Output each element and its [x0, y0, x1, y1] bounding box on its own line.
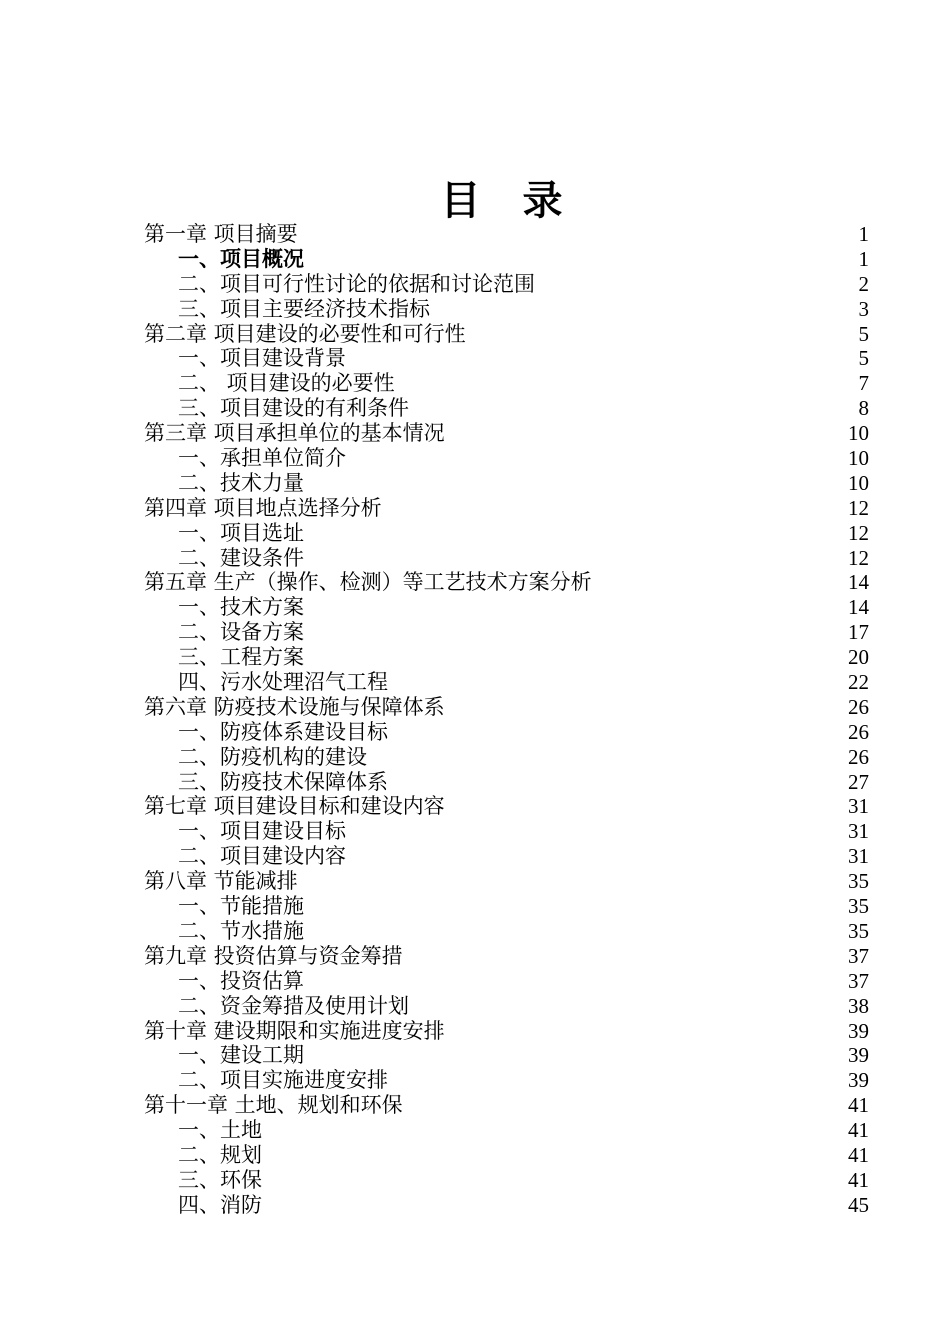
- toc-page-number: 3: [858, 296, 869, 321]
- toc-page-number: 41: [848, 1093, 869, 1118]
- toc-entry-text: 第二章 项目建设的必要性和可行性: [144, 321, 466, 346]
- toc-chapter-entry[interactable]: [144, 695, 869, 720]
- toc-page-number: 7: [858, 371, 869, 396]
- toc-page-number: 41: [848, 1118, 869, 1143]
- toc-chapter-entry[interactable]: [144, 794, 869, 819]
- toc-page-number: 5: [858, 346, 869, 371]
- toc-entry-text: 一、技术方案: [178, 595, 304, 620]
- toc-page-number: 12: [848, 495, 869, 520]
- toc-entry-text: 第十章 建设期限和实施进度安排: [144, 1018, 445, 1043]
- toc-page-number: 27: [848, 769, 869, 794]
- toc-page-number: 41: [848, 1167, 869, 1192]
- toc-section-entry[interactable]: [144, 645, 869, 670]
- toc-page-number: 22: [848, 670, 869, 695]
- toc-chapter-entry[interactable]: [144, 869, 869, 894]
- toc-entry-text: 第六章 防疫技术设施与保障体系: [144, 694, 445, 719]
- toc-entry-text: 一、土地: [178, 1118, 262, 1143]
- toc-entry-text: 二、防疫机构的建设: [178, 744, 367, 769]
- toc-entry-text: 一、防疫体系建设目标: [178, 719, 388, 744]
- toc-page-number: 35: [848, 894, 869, 919]
- toc-entry-text: 二、建设条件: [178, 545, 304, 570]
- table-of-contents: [144, 222, 869, 1218]
- toc-entry-text: 二、技术力量: [178, 470, 304, 495]
- toc-entry-text: 一、投资估算: [178, 968, 304, 993]
- toc-page-number: 35: [848, 918, 869, 943]
- toc-section-entry[interactable]: [144, 1068, 869, 1093]
- toc-page-number: 14: [848, 570, 869, 595]
- toc-page-number: 17: [848, 620, 869, 645]
- toc-page-number: 37: [848, 968, 869, 993]
- toc-page-number: 37: [848, 943, 869, 968]
- toc-section-entry[interactable]: [144, 745, 869, 770]
- toc-entry-text: 第七章 项目建设目标和建设内容: [144, 794, 445, 819]
- toc-section-entry[interactable]: [144, 371, 869, 396]
- toc-entry-text: 第四章 项目地点选择分析: [144, 495, 382, 520]
- toc-chapter-entry[interactable]: [144, 322, 869, 347]
- toc-section-entry[interactable]: [144, 247, 869, 272]
- toc-entry-text: 三、防疫技术保障体系: [178, 769, 388, 794]
- toc-page-number: 12: [848, 545, 869, 570]
- toc-page-number: 5: [858, 321, 869, 346]
- toc-section-entry[interactable]: [144, 670, 869, 695]
- toc-page-number: 2: [858, 271, 869, 296]
- toc-page-number: 39: [848, 1043, 869, 1068]
- toc-entry-text: 一、项目选址: [178, 520, 304, 545]
- toc-chapter-entry[interactable]: [144, 1093, 869, 1118]
- toc-entry-text: 二、节水措施: [178, 918, 304, 943]
- toc-section-entry[interactable]: [144, 1193, 869, 1218]
- toc-section-entry[interactable]: [144, 819, 869, 844]
- toc-page-number: 31: [848, 819, 869, 844]
- toc-entry-text: 二、项目实施进度安排: [178, 1068, 388, 1093]
- toc-section-entry[interactable]: [144, 969, 869, 994]
- toc-chapter-entry[interactable]: [144, 944, 869, 969]
- toc-entry-text: 二、设备方案: [178, 620, 304, 645]
- toc-page-number: 35: [848, 869, 869, 894]
- toc-page-number: 39: [848, 1068, 869, 1093]
- toc-page-number: 12: [848, 520, 869, 545]
- toc-section-entry[interactable]: [144, 595, 869, 620]
- toc-section-entry[interactable]: [144, 546, 869, 571]
- toc-entry-text: 一、项目概况: [178, 245, 304, 271]
- toc-section-entry[interactable]: [144, 297, 869, 322]
- toc-entry-text: 三、项目建设的有利条件: [178, 396, 409, 421]
- toc-page-number: 26: [848, 719, 869, 744]
- toc-chapter-entry[interactable]: [144, 222, 869, 247]
- toc-page-number: 8: [858, 396, 869, 421]
- toc-entry-text: 第一章 项目摘要: [144, 222, 298, 246]
- toc-entry-text: 一、节能措施: [178, 894, 304, 919]
- toc-chapter-entry[interactable]: [144, 570, 869, 595]
- toc-entry-text: 二、规划: [178, 1142, 262, 1167]
- toc-entry-text: 二、项目建设内容: [178, 844, 346, 869]
- toc-section-entry[interactable]: [144, 1043, 869, 1068]
- toc-chapter-entry[interactable]: [144, 1019, 869, 1044]
- toc-title: 目 录: [440, 177, 577, 224]
- toc-page-number: 31: [848, 794, 869, 819]
- toc-page-number: 39: [848, 1018, 869, 1043]
- toc-page-number: 38: [848, 993, 869, 1018]
- toc-section-entry[interactable]: [144, 620, 869, 645]
- toc-entry-text: 第九章 投资估算与资金筹措: [144, 943, 403, 968]
- toc-section-entry[interactable]: [144, 894, 869, 919]
- toc-section-entry[interactable]: [144, 770, 869, 795]
- toc-section-entry[interactable]: [144, 446, 869, 471]
- toc-section-entry[interactable]: [144, 272, 869, 297]
- toc-chapter-entry[interactable]: [144, 496, 869, 521]
- toc-entry-text: 三、工程方案: [178, 645, 304, 670]
- toc-entry-text: 二、 项目建设的必要性: [178, 371, 395, 396]
- toc-section-entry[interactable]: [144, 1168, 869, 1193]
- toc-entry-text: 二、资金筹措及使用计划: [178, 993, 409, 1018]
- toc-page-number: 26: [848, 744, 869, 769]
- toc-chapter-entry[interactable]: [144, 421, 869, 446]
- toc-entry-text: 第三章 项目承担单位的基本情况: [144, 421, 445, 446]
- toc-entry-text: 一、承担单位简介: [178, 446, 346, 471]
- toc-entry-text: 第五章 生产（操作、检测）等工艺技术方案分析: [144, 570, 592, 595]
- toc-page-number: 45: [848, 1192, 869, 1217]
- toc-section-entry[interactable]: [144, 1118, 869, 1143]
- toc-entry-text: 四、污水处理沼气工程: [178, 670, 388, 695]
- toc-section-entry[interactable]: [144, 1143, 869, 1168]
- toc-page-number: 10: [848, 470, 869, 495]
- toc-page-number: 1: [858, 222, 869, 246]
- toc-section-entry[interactable]: [144, 720, 869, 745]
- toc-section-entry[interactable]: [144, 521, 869, 546]
- toc-page-number: 31: [848, 844, 869, 869]
- toc-page-number: 26: [848, 694, 869, 719]
- toc-page-number: 14: [848, 595, 869, 620]
- toc-entry-text: 四、消防: [178, 1192, 262, 1217]
- toc-entry-text: 第八章 节能减排: [144, 869, 298, 894]
- toc-entry-text: 第十一章 土地、规划和环保: [144, 1093, 403, 1118]
- toc-entry-text: 三、环保: [178, 1167, 262, 1192]
- toc-page-number: 41: [848, 1142, 869, 1167]
- toc-page-number: 10: [848, 446, 869, 471]
- toc-page-number: 1: [858, 246, 869, 271]
- toc-page-number: 20: [848, 645, 869, 670]
- toc-section-entry[interactable]: [144, 396, 869, 421]
- toc-section-entry[interactable]: [144, 919, 869, 944]
- toc-entry-text: 二、项目可行性讨论的依据和讨论范围: [178, 271, 535, 296]
- toc-section-entry[interactable]: [144, 471, 869, 496]
- toc-entry-text: 一、项目建设背景: [178, 346, 346, 371]
- toc-section-entry[interactable]: [144, 994, 869, 1019]
- toc-section-entry[interactable]: [144, 844, 869, 869]
- toc-entry-text: 三、项目主要经济技术指标: [178, 296, 430, 321]
- toc-section-entry[interactable]: [144, 346, 869, 371]
- toc-entry-text: 一、建设工期: [178, 1043, 304, 1068]
- toc-entry-text: 一、项目建设目标: [178, 819, 346, 844]
- toc-page-number: 10: [848, 421, 869, 446]
